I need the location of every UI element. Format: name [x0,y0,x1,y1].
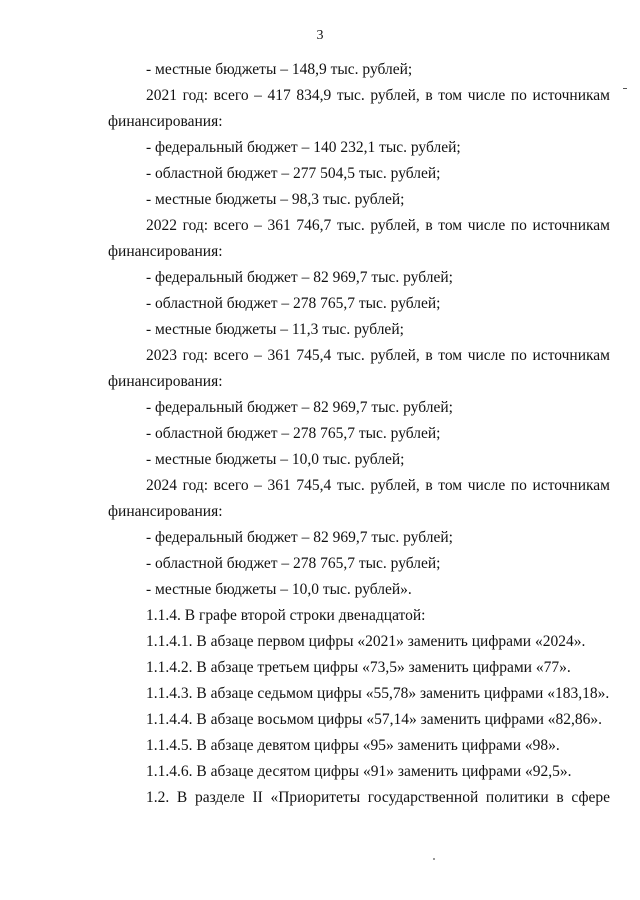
text-line: 2021 год: всего – 417 834,9 тыс. рублей, в том числе по источникам [146,87,610,104]
text-line: - федеральный бюджет – 82 969,7 тыс. рублей; [146,529,453,546]
document-body [108,57,610,811]
text-line: 2023 год: всего – 361 745,4 тыс. рублей, в том числе по источникам [146,347,610,364]
text-line: 2024 год: всего – 361 745,4 тыс. рублей, в том числе по источникам [146,477,610,494]
text-line: - местные бюджеты – 148,9 тыс. рублей; [146,61,413,78]
page-number: 3 [316,28,324,43]
text-line: - местные бюджеты – 98,3 тыс. рублей; [146,191,405,208]
text-line: финансирования: [108,113,223,130]
text-line: 1.1.4.2. В абзаце третьем цифры «73,5» заменить цифрами «77». [146,659,571,676]
text-line: - федеральный бюджет – 82 969,7 тыс. рублей; [146,269,453,286]
margin-mark [623,88,627,89]
text-line: 1.1.4.4. В абзаце восьмом цифры «57,14» заменить цифрами «82,86». [146,711,603,728]
text-line: - местные бюджеты – 10,0 тыс. рублей; [146,451,405,468]
text-line: 1.1.4.6. В абзаце десятом цифры «91» заменить цифрами «92,5». [146,763,572,780]
text-line: - местные бюджеты – 10,0 тыс. рублей». [146,581,412,598]
text-line: финансирования: [108,243,223,260]
text-line: - федеральный бюджет – 82 969,7 тыс. рублей; [146,399,453,416]
text-line: - областной бюджет – 278 765,7 тыс. рублей; [146,555,441,572]
text-line: 2022 год: всего – 361 746,7 тыс. рублей, в том числе по источникам [146,217,610,234]
text-line: 1.2. В разделе II «Приоритеты государственной политики в сфере [146,789,610,806]
text-line: 1.1.4.3. В абзаце седьмом цифры «55,78» заменить цифрами «183,18». [146,685,610,702]
text-line: - федеральный бюджет – 140 232,1 тыс. рублей; [146,139,461,156]
text-line: финансирования: [108,373,223,390]
text-line: - областной бюджет – 277 504,5 тыс. рублей; [146,165,441,182]
scan-speck [433,858,435,860]
text-line: 1.1.4. В графе второй строки двенадцатой: [146,607,426,624]
text-line: - областной бюджет – 278 765,7 тыс. рублей; [146,425,441,442]
text-line: 1.1.4.1. В абзаце первом цифры «2021» заменить цифрами «2024». [146,633,586,650]
text-line: - областной бюджет – 278 765,7 тыс. рублей; [146,295,441,312]
text-line: - местные бюджеты – 11,3 тыс. рублей; [146,321,404,338]
text-line: финансирования: [108,503,223,520]
text-line: 1.1.4.5. В абзаце девятом цифры «95» заменить цифрами «98». [146,737,560,754]
